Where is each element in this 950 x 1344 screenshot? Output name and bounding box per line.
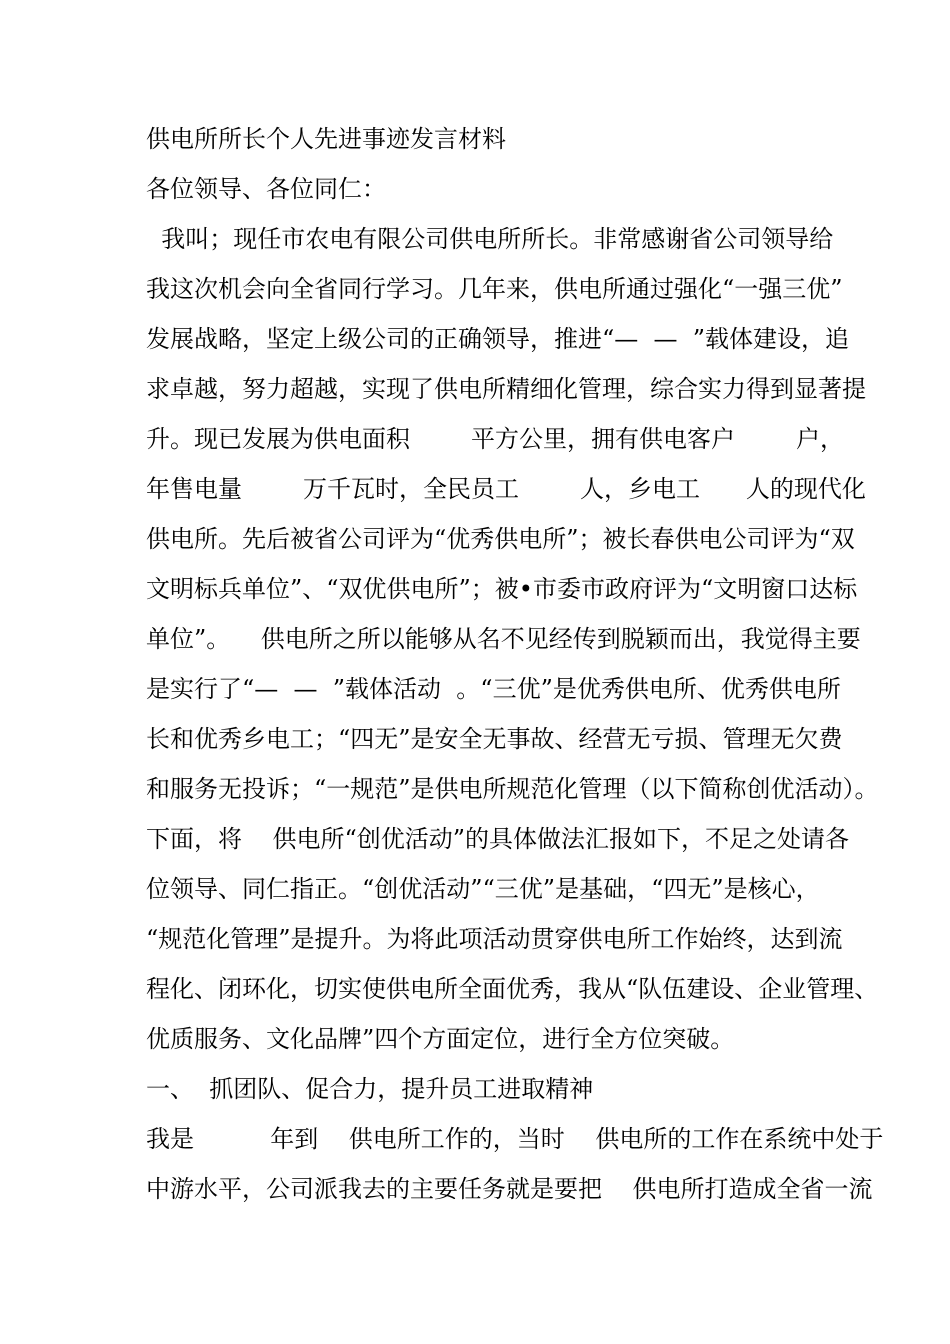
paragraph-line: 发展战略，坚定上级公司的正确领导，推进“— — ”载体建设，追	[146, 325, 850, 353]
paragraph-line: 文明标兵单位”、“双优供电所”；被•市委市政府评为“文明窗口达标	[146, 575, 858, 603]
paragraph-line: 下面，将 供电所“创优活动”的具体做法汇报如下，不足之处请各	[146, 825, 850, 853]
paragraph-line: 单位”。 供电所之所以能够从名不见经传到脱颖而出，我觉得主要	[146, 625, 861, 653]
paragraph-line: 是实行了“— — ”载体活动 。“三优”是优秀供电所、优秀供电所	[146, 675, 841, 703]
salutation: 各位领导、各位同仁：	[146, 175, 386, 203]
document-title: 供电所所长个人先进事迹发言材料	[146, 125, 506, 153]
paragraph-line: 程化、闭环化，切实使供电所全面优秀，我从“队伍建设、企业管理、	[146, 975, 879, 1003]
paragraph-line: 我是 年到 供电所工作的，当时 供电所的工作在系统中处于	[146, 1125, 884, 1153]
paragraph-line: 长和优秀乡电工；“四无”是安全无事故、经营无亏损、管理无欠费	[146, 725, 843, 753]
paragraph-line: 年售电量 万千瓦时，全民员工 人，乡电工 人的现代化	[146, 475, 866, 503]
paragraph-line: “规范化管理”是提升。为将此项活动贯穿供电所工作始终，达到流	[146, 925, 843, 953]
section-heading: 一、 抓团队、促合力，提升员工进取精神	[146, 1075, 594, 1103]
paragraph-line: 中游水平，公司派我去的主要任务就是要把 供电所打造成全省一流	[146, 1175, 873, 1203]
paragraph-line: 我叫；现任市农电有限公司供电所所长。非常感谢省公司领导给	[146, 225, 834, 253]
paragraph-line: 我这次机会向全省同行学习。几年来，供电所通过强化“一强三优”	[146, 275, 843, 303]
paragraph-line: 升。现已发展为供电面积 平方公里，拥有供电客户 户，	[146, 425, 845, 453]
paragraph-line: 位领导、同仁指正。“创优活动”“三优”是基础，“四无”是核心，	[146, 875, 820, 903]
paragraph-line: 优质服务、文化品牌”四个方面定位，进行全方位突破。	[146, 1025, 735, 1053]
paragraph-line: 求卓越，努力超越，实现了供电所精细化管理，综合实力得到显著提	[146, 375, 866, 403]
paragraph-line: 供电所。先后被省公司评为“优秀供电所”；被长春供电公司评为“双	[146, 525, 855, 553]
paragraph-line: 和服务无投诉；“一规范”是供电所规范化管理（以下简称创优活动）。	[146, 775, 879, 803]
